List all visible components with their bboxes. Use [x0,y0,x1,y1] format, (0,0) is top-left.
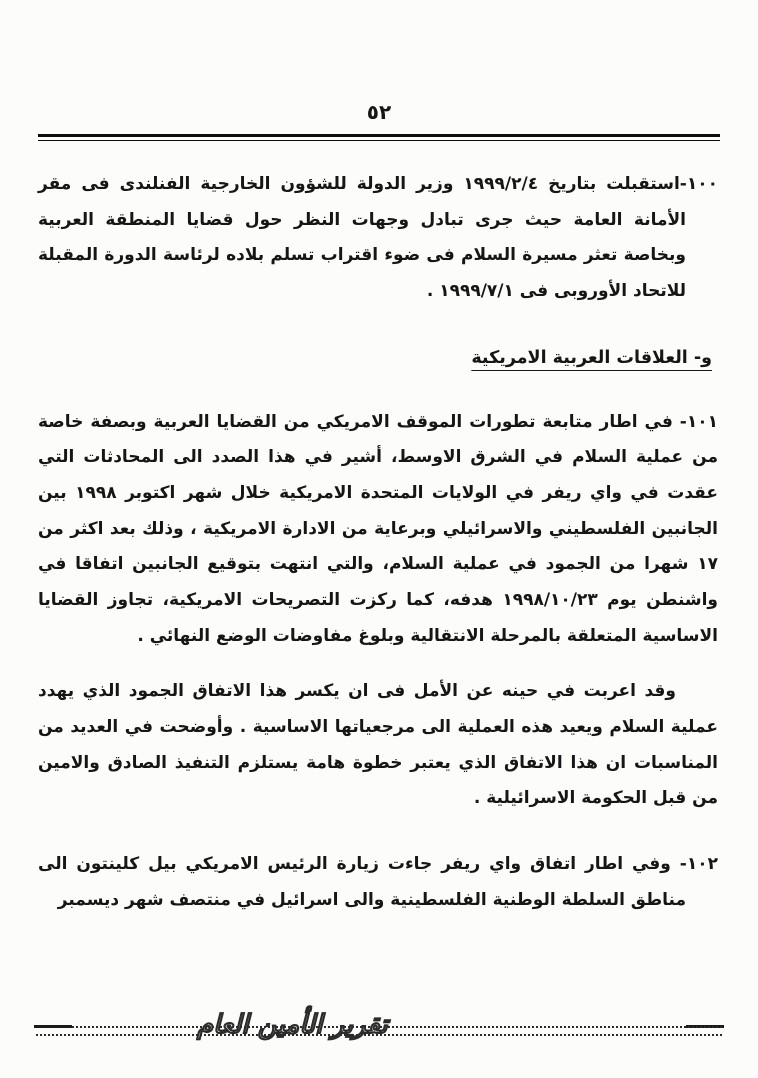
paragraph-101: ١٠١- في اطار متابعة تطورات الموقف الامريكي من القضايا العربية وبصفة خاصة من عملية السلام في الشرق الاوسط، أشير في هذا الصدد الى المحادثات التي عقدت في واي ريفر في الولايات المتحدة الامريكية خلال شهر اكتوبر ١٩٩٨ بين الجانبين الفلسطيني والاسرائيلي وبرعاية من الادارة الامريكية ، وذلك بعد اكثر من ١٧ شهرا من الجمود في عملية السلام، والتي انتهت بتوقيع الجانبين اتفاقا في واشنطن يوم ١٩٩٨/١٠/٢٣ هدفه، كما ركزت التصريحات الامريكية، تجاوز القضايا الاساسية المتعلقة بالمرحلة الانتقالية وبلوغ مفاوضات الوضع النهائي . [38,411,719,646]
page-footer [36,1012,722,1052]
section-heading-row [38,324,718,395]
footer-rule-left [34,1025,72,1028]
paragraph-100: ١٠٠-استقبلت بتاريخ ١٩٩٩/٢/٤ وزير الدولة للشؤون الخارجية الفنلندى فى مقر الأمانة العامة حيث جرى تبادل وجهات النظر حول قضايا المنطقة العربية وبخاصة تعثر مسيرة السلام فى ضوء اقتراب تسلم بلاده لرئاسة الدورة المقبلة للاتحاد الأوروبى فى ١٩٩٩/٧/١ . [38,174,718,302]
paragraph-102: ١٠٢- وفي اطار اتفاق واي ريفر جاءت زيارة الرئيس الامريكي بيل كلينتون الى مناطق السلطة الوطنية الفلسطينية والى اسرائيل في منتصف شهر ديسمبر [38,854,718,910]
paragraph-spacer [38,831,718,847]
section-heading-arab-american-relations: و- العلاقات العربية الامريكية [471,347,712,368]
page-content [0,141,758,918]
page-number: ٥٢ [366,100,392,124]
paragraph-101-continuation: وقد اعربت في حينه عن الأمل فى ان يكسر هذا الاتفاق الجمود الذي يهدد عملية السلام ويعيد هذه العملية الى مرجعياتها الاساسية . وأوضحت في العديد من المناسبات ان هذا الاتفاق الذي يعتبر خطوة هامة يستلزم التنفيذ الصادق والامين من قبل الحكومة الاسرائيلية . [38,681,718,809]
header-rule [38,134,720,141]
footer-calligraphy-ornament: تقرير الأمين العام [196,1010,388,1040]
